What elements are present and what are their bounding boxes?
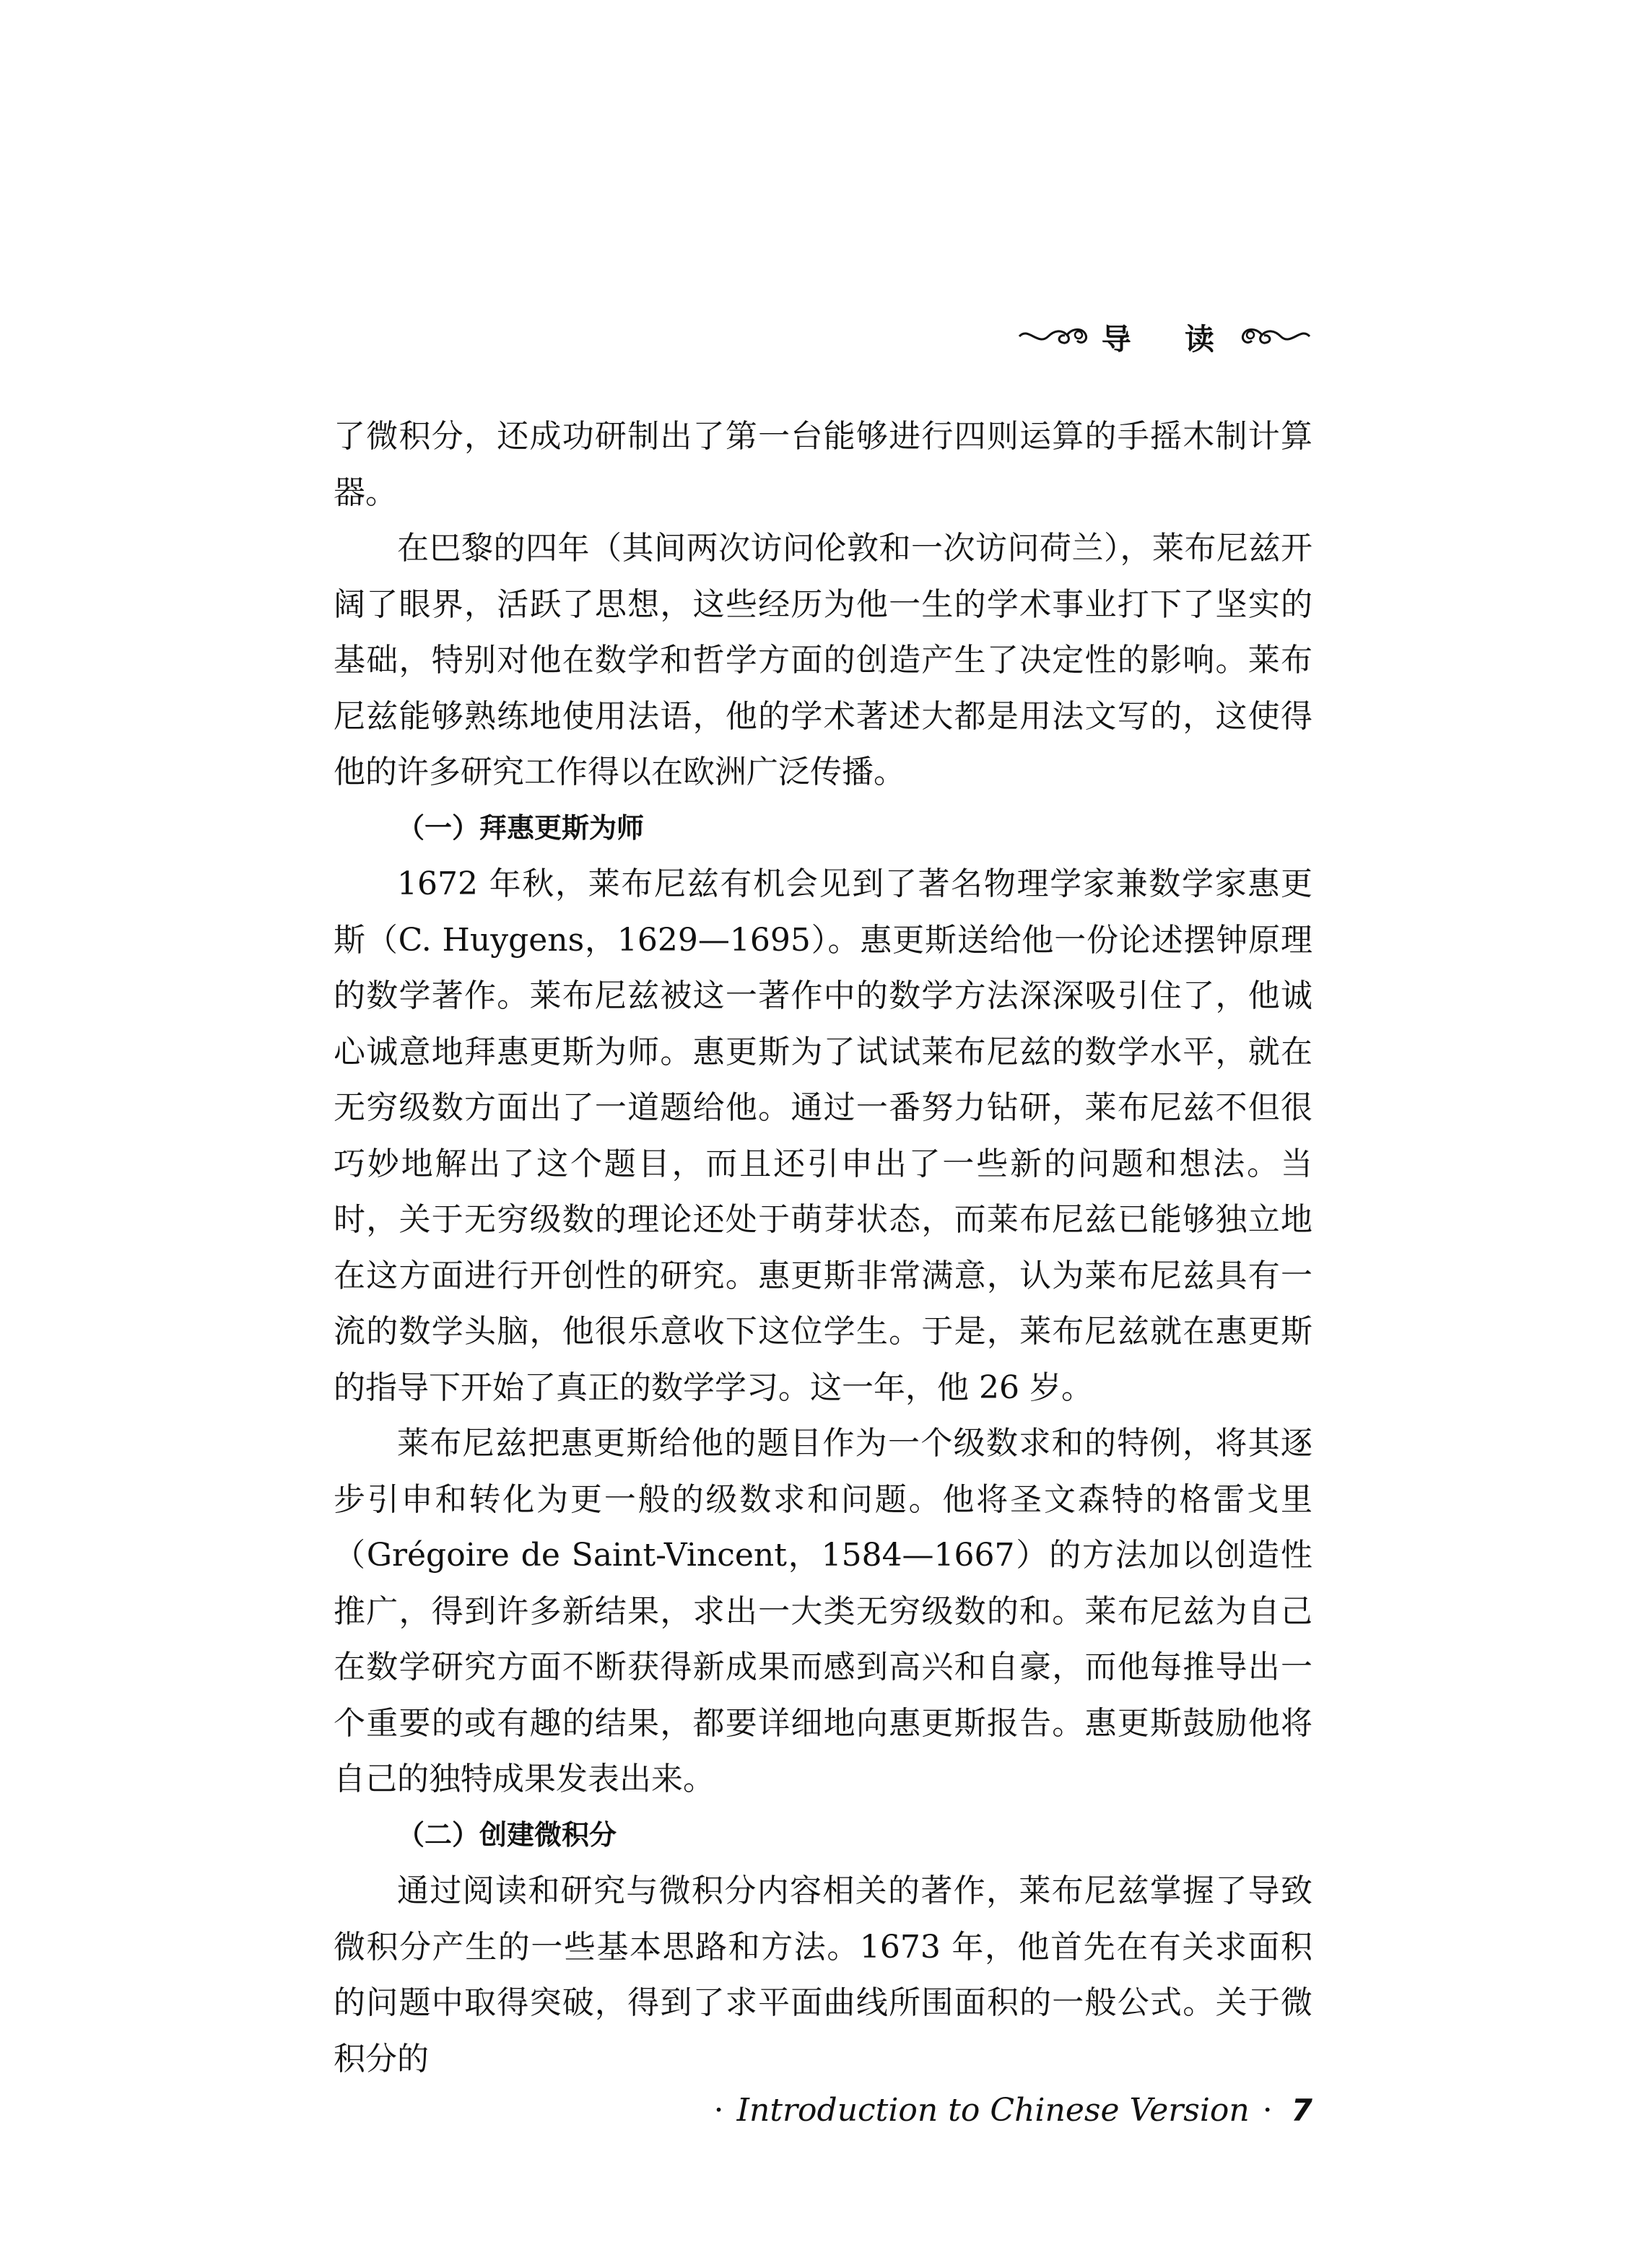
running-header xyxy=(1016,309,1312,364)
paragraph-paris-years: 在巴黎的四年（其间两次访问伦敦和一次访问荷兰），莱布尼兹开阔了眼界，活跃了思想，这些经历为他一生的学术事业打下了坚实的基础，特别对他在数学和哲学方面的创造产生了决定性的影响。莱布尼兹能够熟练地使用法语，他的学术著述大都是用法文写的，这使得他的许多研究工作得以在欧洲广泛传播。 xyxy=(334,530,1312,790)
left-flourish-ornament-icon xyxy=(1016,320,1089,352)
right-flourish-ornament-icon xyxy=(1240,320,1312,352)
paragraph-series-summation: 莱布尼兹把惠更斯给他的题目作为一个级数求和的特例，将其逐步引申和转化为更一般的级数求和问题。他将圣文森特的格雷戈里（Grégoire de Saint-Vincent，1584—1667）的方法加以创造性推广，得到许多新结果，求出一大类无穷级数的和。莱布尼兹为自己在数学研究方面不断获得新成果而感到高兴和自豪，而他每推导出一个重要的或有趣的结果，都要详细地向惠更斯报告。惠更斯鼓励他将自己的独特成果发表出来。 xyxy=(334,1425,1312,1797)
running-footer xyxy=(701,2092,1312,2129)
footer-bullet-left: · xyxy=(713,2092,724,2129)
main-text xyxy=(334,409,1312,2087)
section-heading-calculus: （二）创建微积分 xyxy=(397,1818,617,1851)
footer-bullet-right: · xyxy=(1262,2092,1273,2129)
footer-book-title: Introduction to Chinese Version xyxy=(736,2092,1250,2129)
paragraph-creating-calculus: 通过阅读和研究与微积分内容相关的著作，莱布尼兹掌握了导致微积分产生的一些基本思路和方法。1673 年，他首先在有关求面积的问题中取得突破，得到了求平面曲线所围面积的一般公式。关于微积分的 xyxy=(334,1872,1312,2077)
running-header-title: 导 读 xyxy=(1101,321,1236,357)
page-number: 7 xyxy=(1291,2093,1312,2128)
paragraph-meeting-huygens: 1672 年秋，莱布尼兹有机会见到了著名物理学家兼数学家惠更斯（C. Huygens，1629—1695）。惠更斯送给他一份论述摆钟原理的数学著作。莱布尼兹被这一著作中的数学方法深深吸引住了，他诚心诚意地拜惠更斯为师。惠更斯为了试试莱布尼兹的数学水平，就在无穷级数方面出了一道题给他。通过一番努力钻研，莱布尼兹不但很巧妙地解出了这个题目，而且还引申出了一些新的问题和想法。当时，关于无穷级数的理论还处于萌芽状态，而莱布尼兹已能够独立地在这方面进行开创性的研究。惠更斯非常满意，认为莱布尼兹具有一流的数学头脑，他很乐意收下这位学生。于是，莱布尼兹就在惠更斯的指导下开始了真正的数学学习。这一年，他 26 岁。 xyxy=(334,865,1312,1406)
paragraph-continuation: 了微积分，还成功研制出了第一台能够进行四则运算的手摇木制计算器。 xyxy=(334,418,1312,511)
section-heading-huygens: （一）拜惠更斯为师 xyxy=(397,811,645,844)
